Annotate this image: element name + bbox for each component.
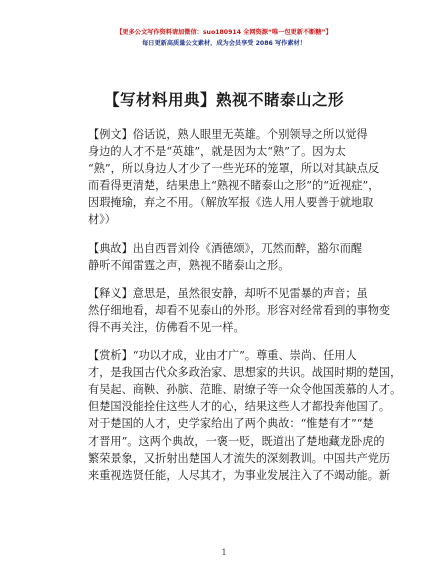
paragraph [88,240,362,274]
paragraph-line: 才，是我国古代众多政治家、思想家的共识。战国时期的楚国， [88,366,402,380]
paragraph-line: 【例文】俗话说，熟人眼里无英雄。个别领导之所以觉得 [88,128,368,141]
article-title: 【写材料用典】熟视不睹泰山之形 [103,90,344,109]
paragraph-line: 有吴起、商鞅、孙膑、范睢、尉缭子等一众令他国羡慕的人才。 [88,383,402,397]
paragraph-line: 繁荣景象，又折射出楚国人才流失的深刻教训。中国共产党历 [88,451,391,465]
page-number: 1 [221,548,227,557]
paragraph-line: 得不再关注，仿佛看不见一样。 [88,320,245,334]
promo-header [0,27,448,49]
paragraph-line: 对于楚国的人才，史学家给出了两个典故：“惟楚有才”“楚 [88,417,374,431]
paragraph-line: 【赏析】“功以才成，业由才广”。尊重、崇尚、任用人 [88,349,357,363]
paragraph-line: 才晋用”。这两个典故，一褒一贬，既道出了楚地藏龙卧虎的 [88,434,385,448]
paragraph [88,126,380,229]
paragraph-line: 而看得更清楚，结果患上“熟视不睹泰山之形”的“近视症”， [88,179,380,193]
paragraph-line: 【释义】意思是，虽然很安静，却听不见雷暴的声音；虽 [88,286,368,300]
promo-line-1: 【更多公文写作资料请加微信：suo180914 全网资源“唯一包更新不断糖”】 [116,29,332,36]
paragraph-line: 但楚国没能拴住这些人才的心，结果这些人才都投奔他国了。 [88,400,391,414]
promo-line-2: 每日更新高质量公文素材，成为会员享受 2086 写作素材！ [142,40,306,47]
paragraph-line: 身边的人才不是“英雄”，就是因为太“熟”了。因为太 [88,145,346,159]
paragraph [88,347,402,484]
paragraph-line: 然仔细地看，却看不见泰山的外形。形容对经常看到的事物变 [88,303,391,317]
paragraph-line: 材》） [88,213,116,227]
article-body [88,126,402,495]
paragraph-line: 静听不闻雷霆之声，熟视不睹泰山之形。 [88,258,290,272]
paragraph-line: “熟”，所以身边人才少了一些光环的笼罩，所以对其缺点反 [88,162,380,176]
paragraph-line: 来重视选贤任能，人尽其才，为事业发展注入了不竭动能。新 [88,468,391,482]
paragraph [88,285,391,336]
paragraph-line: 因瑕掩瑜，弃之不用。（解放军报《选人用人要善于就地取 [88,196,374,210]
paragraph-line: 【典故】出自西晋刘伶《酒德颂》，兀然而醉，豁尔而醒 [88,241,363,255]
